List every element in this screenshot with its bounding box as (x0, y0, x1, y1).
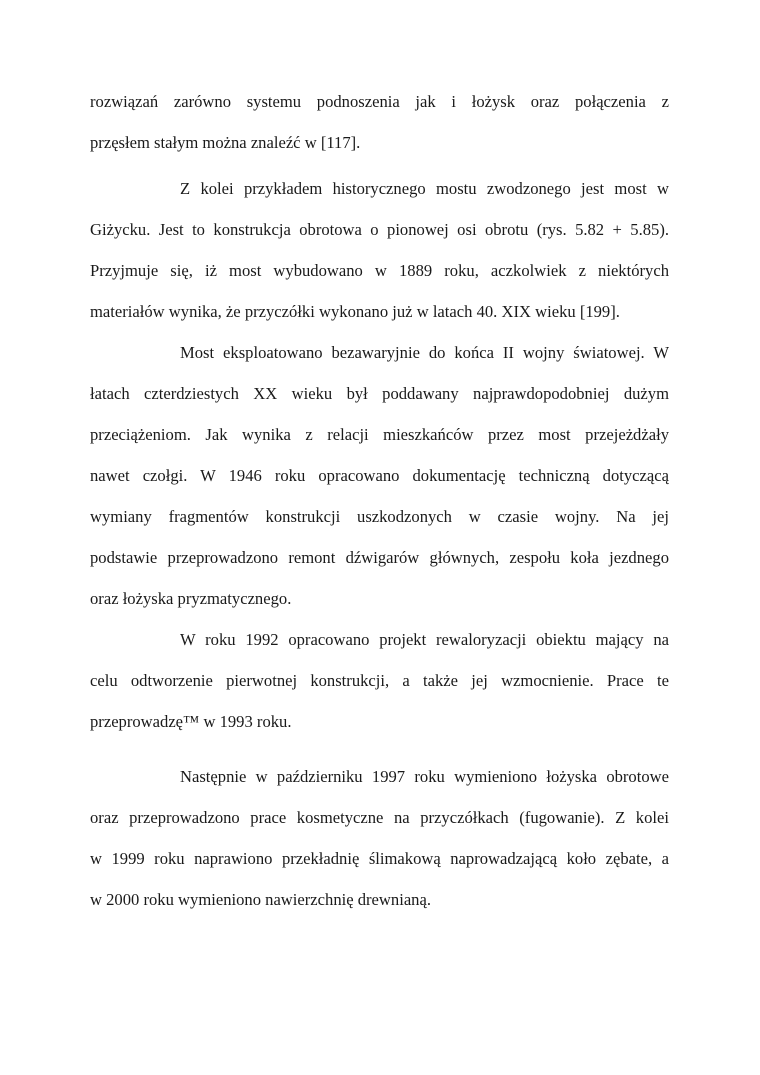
text-line: Most eksploatowano bezawaryjnie do końca II wojny światowej. W (180, 343, 669, 362)
text-line: Przyjmuje się, iż most wybudowano w 1889 roku, aczkolwiek z niektórych (90, 261, 669, 280)
text-line: celu odtworzenie pierwotnej konstrukcji, a także jej wzmocnienie. Prace te (90, 671, 669, 690)
paragraph-3 (90, 337, 669, 624)
text-line: materiałów wynika, że przyczółki wykonano już w latach 40. XIX wieku [199]. (90, 302, 620, 321)
paragraph-4 (90, 624, 669, 747)
text-line: nawet czołgi. W 1946 roku opracowano dokumentację techniczną dotyczącą (90, 466, 669, 485)
text-line: przeciążeniom. Jak wynika z relacji mieszkańców przez most przejeżdżały (90, 425, 669, 444)
text-line: łatach czterdziestych XX wieku był poddawany najprawdopodobniej dużym (90, 384, 669, 403)
text-line: rozwiązań zarówno systemu podnoszenia jak i łożysk oraz połączenia z (90, 92, 669, 111)
text-line: podstawie przeprowadzono remont dźwigarów głównych, zespołu koła jezdnego (90, 548, 669, 567)
text-line: Giżycku. Jest to konstrukcja obrotowa o pionowej osi obrotu (rys. 5.82 + 5.85). (90, 220, 669, 239)
paragraph-2 (90, 173, 669, 337)
text-line: oraz przeprowadzono prace kosmetyczne na przyczółkach (fugowanie). Z kolei (90, 808, 669, 827)
text-line: Z kolei przykładem historycznego mostu zwodzonego jest most w (180, 179, 669, 198)
text-line: wymiany fragmentów konstrukcji uszkodzonych w czasie wojny. Na jej (90, 507, 669, 526)
paragraph-1 (90, 86, 669, 168)
text-line: Następnie w październiku 1997 roku wymieniono łożyska obrotowe (180, 767, 669, 786)
text-line: w 2000 roku wymieniono nawierzchnię drewnianą. (90, 890, 431, 909)
text-line: przeprowadzę™ w 1993 roku. (90, 712, 292, 731)
text-line: w 1999 roku naprawiono przekładnię ślimakową naprowadzającą koło zębate, a (90, 849, 669, 868)
body-text (90, 86, 669, 925)
text-line: oraz łożyska pryzmatycznego. (90, 589, 292, 608)
text-line: W roku 1992 opracowano projekt rewaloryzacji obiektu mający na (180, 630, 669, 649)
text-line: przęsłem stałym można znaleźć w [117]. (90, 133, 361, 152)
paragraph-5 (90, 761, 669, 925)
